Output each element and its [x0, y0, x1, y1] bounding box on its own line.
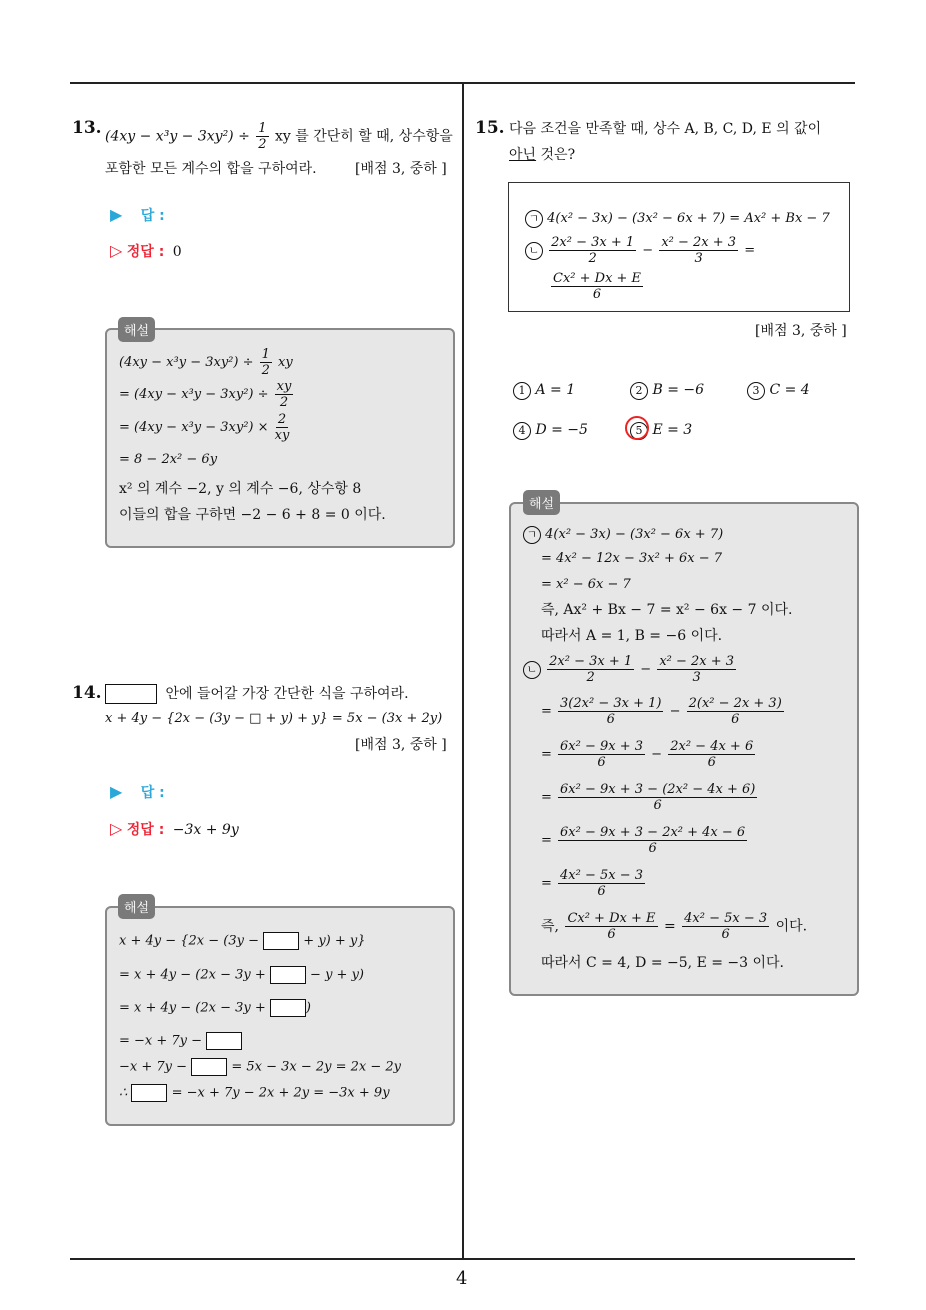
- frac-den: 6: [592, 287, 602, 302]
- q13-expr-suffix: xy 를 간단히 할 때, 상수항을: [275, 128, 453, 145]
- q14-sol-l5a: −x + 7y −: [119, 1059, 188, 1075]
- frac-den: xy: [274, 428, 290, 443]
- frac-num: 1: [261, 347, 270, 362]
- q13-frac-den: 2: [258, 137, 267, 152]
- q14-correct-value: −3x + 9y: [172, 822, 239, 838]
- correct-arrow-icon: ▷: [110, 819, 123, 838]
- answer-arrow-icon: ▶: [110, 782, 123, 801]
- q13-number: 13.: [72, 118, 102, 138]
- q15-choice-3[interactable]: [747, 382, 810, 400]
- q15-sol-b2: = $\frac{\text{3(2x² − 3x + 1)}}{6}$ − $\frac{\text{2(x² − 2x + 3)}}{6}$: [541, 696, 782, 727]
- q14-sol-l4a: = −x + 7y −: [119, 1033, 203, 1049]
- choice-number-icon: 4: [513, 422, 531, 440]
- frac-den: 6: [707, 755, 716, 770]
- q14-line1-text: 안에 들어갈 가장 간단한 식을 구하여라.: [165, 686, 409, 702]
- q15-sol-a3: = x² − 6x − 7: [541, 577, 631, 592]
- choice-text: E = 3: [652, 422, 693, 438]
- blank-box: [263, 932, 299, 950]
- q13-sol-line6: 이들의 합을 구하면 −2 − 6 + 8 = 0 이다.: [119, 507, 386, 523]
- bottom-rule: [70, 1258, 855, 1260]
- frac-num: 2(x² − 2x + 3): [688, 696, 782, 711]
- frac-num: 2x² − 3x + 1: [549, 654, 633, 669]
- q14-sol-line1: [119, 932, 366, 950]
- frac-den: 2: [261, 363, 270, 378]
- frac-num: Cx² + Dx + E: [553, 271, 642, 286]
- frac-den: 2: [588, 251, 597, 266]
- choice-text: C = 4: [769, 382, 810, 398]
- q15-sol-a1: [523, 526, 723, 544]
- q14-sol-l3a: = x + 4y − (2x − 3y +: [119, 1000, 266, 1016]
- frac: [558, 740, 645, 769]
- q15-sol-b5: = $\frac{\text{6x² − 9x + 3 − 2x² + 4x − 6}}{6}$: [541, 825, 746, 856]
- q13-answer-row: [110, 207, 165, 223]
- q15-sol-a1-text: 4(x² − 3x) − (3x² − 6x + 7): [545, 527, 724, 542]
- q13-sol-line1: [119, 348, 293, 377]
- q14-line2: x + 4y − {2x − (3y − □ + y) + y} = 5x − (3x + 2y): [105, 711, 443, 726]
- q13-sol-line5: x² 의 계수 −2, y 의 계수 −6, 상수항 8: [119, 481, 362, 497]
- frac: [565, 912, 657, 941]
- q15-sol-b7: 즉, $\frac{\text{Cx² + Dx + E}}{6}$ = $\frac{\text{4x² − 5x − 3}}{6}$ 이다.: [541, 911, 808, 942]
- q14-sol-line6: [119, 1084, 390, 1102]
- frac-den: 3: [694, 251, 703, 266]
- frac: [668, 740, 755, 769]
- blank-box: [270, 999, 306, 1017]
- choice-number-icon: 2: [630, 382, 648, 400]
- q15-cond1-text: 4(x² − 3x) − (3x² − 6x + 7) = Ax² + Bx − 7: [547, 211, 830, 226]
- choice-number-icon: 3: [747, 382, 765, 400]
- q13-sol-l1-post: xy: [278, 355, 293, 370]
- frac-den: 2: [279, 395, 289, 410]
- frac-den: 6: [653, 798, 662, 813]
- choice-text: D = −5: [535, 422, 588, 438]
- q14-sol-l6b: = −x + 7y − 2x + 2y = −3x + 9y: [171, 1085, 390, 1101]
- q15-line2-text: 것은?: [540, 147, 576, 163]
- frac-den: 2: [586, 670, 595, 685]
- q13-expr: (4xy − x³y − 3xy²) ÷: [105, 128, 250, 145]
- frac: [558, 869, 645, 898]
- frac: [558, 697, 663, 726]
- frac-num: x² − 2x + 3: [659, 654, 735, 669]
- blank-box: [191, 1058, 227, 1076]
- correct-arrow-icon: ▷: [110, 241, 123, 260]
- q14-line1: [105, 684, 409, 704]
- frac-den: 6: [721, 927, 730, 942]
- therefore-symbol: ∴: [119, 1085, 128, 1101]
- q15-line1: 다음 조건을 만족할 때, 상수 A, B, C, D, E 의 값이: [509, 121, 822, 137]
- frac: [547, 655, 634, 684]
- q13-answer-label: 답 :: [140, 208, 165, 224]
- q13-line1: [105, 122, 453, 151]
- frac-num: 2x² − 4x + 6: [670, 739, 754, 754]
- q14-sol-line5: [119, 1058, 401, 1076]
- q15-sol-b7-post: 이다.: [775, 918, 808, 935]
- frac-num: 3(2x² − 3x + 1): [560, 696, 662, 711]
- frac: [687, 697, 784, 726]
- frac-den: 6: [648, 841, 657, 856]
- frac: [558, 826, 747, 855]
- q13-score: [배점 3, 중하 ]: [355, 161, 447, 177]
- q15-sol-b8: 따라서 C = 4, D = −5, E = −3 이다.: [541, 955, 785, 971]
- q15-sol-b3: = $\frac{\text{6x² − 9x + 3}}{6}$ − $\frac{\text{2x² − 4x + 6}}{6}$: [541, 739, 754, 770]
- q15-number: 15.: [475, 118, 505, 138]
- q13-sol-line2: [119, 380, 295, 409]
- q15-cond2-frac3-row: [549, 272, 645, 301]
- q15-cond2: ㄴ $\frac{\text{2x² − 3x + 1}}{2}$ − $\frac{\text{x² − 2x + 3}}{3}$ =: [525, 236, 755, 265]
- frac-num: 2x² − 3x + 1: [551, 235, 635, 250]
- frac: [558, 783, 757, 812]
- q15-sol-a4: 즉, Ax² + Bx − 7 = x² − 6x − 7 이다.: [541, 602, 793, 618]
- q15-cond2-frac3: [551, 272, 643, 301]
- q15-sol-b4: = $\frac{\text{6x² − 9x + 3 − (2x² − 4x + 6)}}{6}$: [541, 782, 756, 813]
- q14-sol-l3b: ): [305, 1000, 311, 1016]
- q14-answer-row: [110, 784, 165, 800]
- q14-solution-tag: 해설: [118, 894, 155, 919]
- frac-num: 6x² − 9x + 3: [560, 739, 644, 754]
- frac-num: 4x² − 5x − 3: [684, 911, 768, 926]
- frac-den: 6: [597, 884, 606, 899]
- frac-num: Cx² + Dx + E: [567, 911, 656, 926]
- blank-box: [131, 1084, 167, 1102]
- page-number: 4: [456, 1268, 468, 1289]
- choice-text: A = 1: [535, 382, 576, 398]
- circled-giyeok-icon: ㄱ: [525, 210, 543, 228]
- q15-choice-2[interactable]: [630, 382, 704, 400]
- q13-correct-row: [110, 243, 182, 259]
- q15-sol-a2: = 4x² − 12x − 3x² + 6x − 7: [541, 551, 723, 566]
- q14-sol-l2b: − y + y): [310, 967, 364, 983]
- frac-num: 4x² − 5x − 3: [560, 868, 644, 883]
- frac-num: x² − 2x + 3: [661, 235, 737, 250]
- frac-den: 6: [607, 927, 616, 942]
- q14-sol-l1b: + y) + y}: [303, 933, 366, 949]
- frac-num: xy: [276, 379, 292, 394]
- circled-giyeok-icon: ㄱ: [523, 526, 541, 544]
- q13-correct-value: 0: [172, 244, 182, 260]
- frac: [657, 655, 736, 684]
- q15-cond1: [525, 210, 830, 228]
- q15-solution-tag: 해설: [523, 490, 560, 515]
- q14-sol-line4: [119, 1032, 242, 1050]
- q13-line2: 포함한 모든 계수의 합을 구하여라.: [105, 161, 317, 177]
- q13-solution-tag: 해설: [118, 317, 155, 342]
- column-divider: [462, 82, 464, 1260]
- q15-choice-4[interactable]: [513, 422, 588, 440]
- blank-box: [270, 966, 306, 984]
- q15-sol-b1: ㄴ $\frac{\text{2x² − 3x + 1}}{2}$ − $\frac{\text{x² − 2x + 3}}{3}$: [523, 655, 738, 684]
- q15-cond2-frac2: [659, 236, 738, 265]
- frac-den: 3: [692, 670, 701, 685]
- circled-nieun-icon: ㄴ: [525, 242, 543, 260]
- q15-sol-b7-pre: 즉,: [541, 918, 559, 935]
- q15-sol-a5: 따라서 A = 1, B = −6 이다.: [541, 628, 723, 644]
- q13-sol-l1-frac: [260, 348, 272, 377]
- q14-blank-box: [105, 684, 157, 704]
- answer-arrow-icon: ▶: [110, 205, 123, 224]
- q14-sol-l1a: x + 4y − {2x − (3y −: [119, 933, 260, 949]
- q15-cond2-frac1: [549, 236, 636, 265]
- correct-choice-circle-icon: [625, 416, 649, 440]
- q14-correct-label: 정답 :: [126, 822, 165, 838]
- q14-sol-l2a: = x + 4y − (2x − 3y +: [119, 967, 266, 983]
- choice-text: B = −6: [652, 382, 705, 398]
- frac-den: 6: [606, 712, 615, 727]
- q13-fraction: [256, 122, 268, 151]
- frac-num: 2: [277, 412, 287, 427]
- q14-sol-l5b: = 5x − 3x − 2y = 2x − 2y: [231, 1059, 402, 1075]
- choice-number-icon: 5: [630, 422, 648, 440]
- q14-score: [배점 3, 중하 ]: [355, 737, 447, 753]
- q13-sol-l1-pre: (4xy − x³y − 3xy²) ÷: [119, 355, 254, 370]
- q13-frac-num: 1: [258, 121, 267, 136]
- q14-sol-line2: [119, 966, 364, 984]
- frac-num: 6x² − 9x + 3 − (2x² − 4x + 6): [560, 782, 756, 797]
- choice-number-icon: 1: [513, 382, 531, 400]
- frac-den: 6: [731, 712, 740, 727]
- blank-box: [206, 1032, 242, 1050]
- q13-correct-label: 정답 :: [126, 244, 165, 260]
- q13-sol-line3: [119, 413, 291, 442]
- q14-number: 14.: [72, 683, 102, 703]
- q13-sol-l3-frac: [275, 413, 290, 442]
- q13-sol-l3-pre: = (4xy − x³y − 3xy²) ×: [119, 420, 269, 435]
- q15-line2: [509, 148, 575, 162]
- frac-num: 6x² − 9x + 3 − 2x² + 4x − 6: [560, 825, 746, 840]
- q13-sol-l2-pre: = (4xy − x³y − 3xy²) ÷: [119, 387, 269, 402]
- q14-correct-row: [110, 821, 239, 837]
- circled-nieun-icon: ㄴ: [523, 661, 541, 679]
- frac: [682, 912, 769, 941]
- q14-sol-line3: [119, 999, 311, 1017]
- q15-sol-b6: = $\frac{\text{4x² − 5x − 3}}{6}$: [541, 868, 644, 899]
- frac-den: 6: [597, 755, 606, 770]
- q15-choice-1[interactable]: [513, 382, 575, 400]
- q14-answer-label: 답 :: [140, 785, 165, 801]
- q15-not-underlined: 아닌: [509, 147, 537, 163]
- q15-score: [배점 3, 중하 ]: [755, 323, 847, 339]
- q13-sol-l2-frac: [275, 380, 294, 409]
- q13-sol-line4: = 8 − 2x² − 6y: [119, 452, 218, 467]
